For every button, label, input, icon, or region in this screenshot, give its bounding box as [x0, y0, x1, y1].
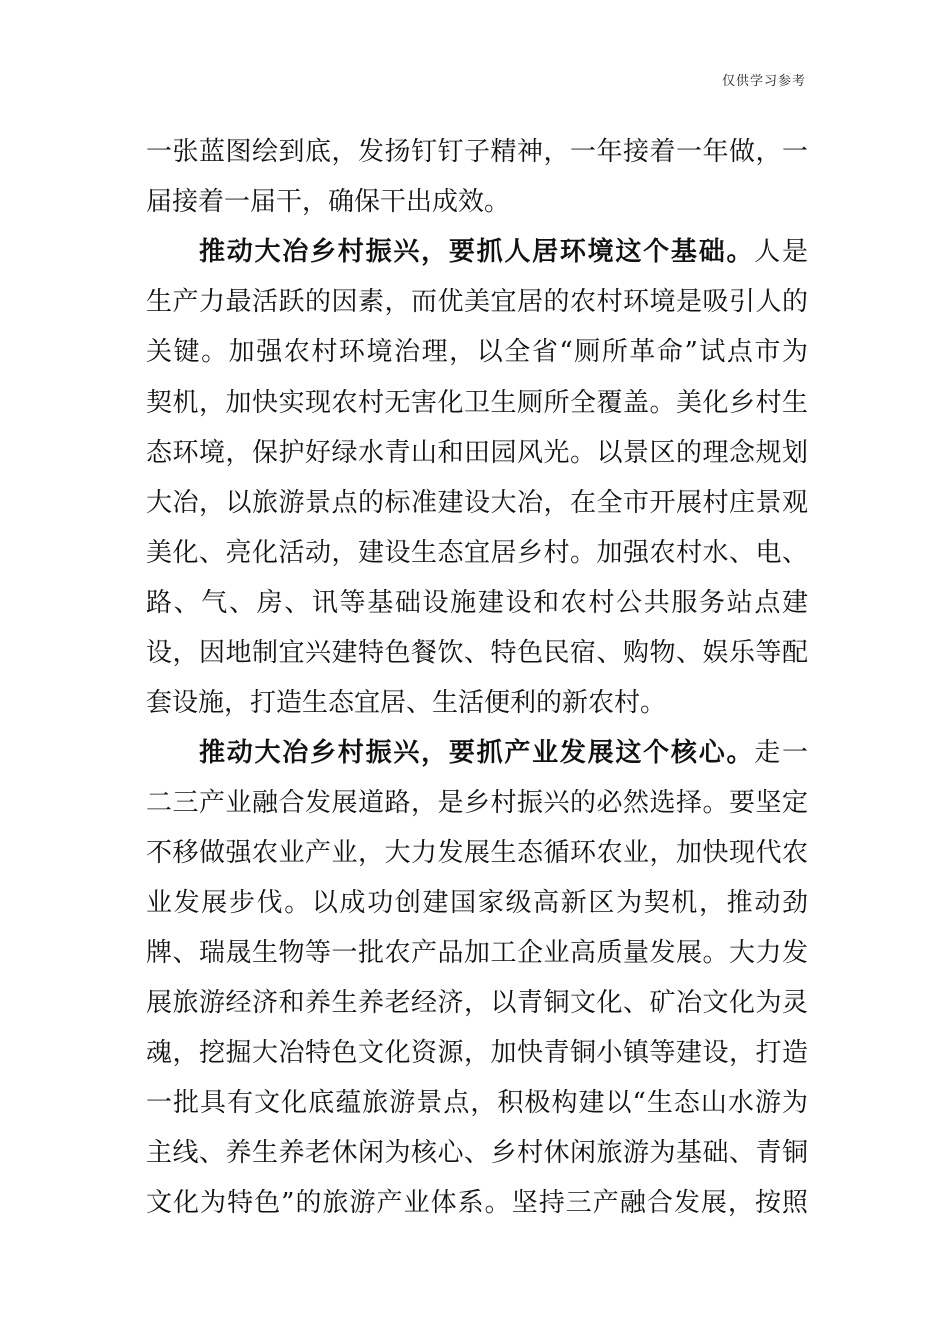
text-line: 路、气、房、讯等基础设施建设和农村公共服务站点建	[146, 588, 808, 618]
lead-tail-text: 走一	[754, 738, 808, 768]
text-line-lead	[146, 236, 808, 268]
text-line: 二三产业融合发展道路，是乡村振兴的必然选择。要坚定	[146, 788, 808, 818]
text-line: 生产力最活跃的因素，而优美宜居的农村环境是吸引人的	[146, 287, 808, 317]
text-line: 套设施，打造生态宜居、生活便利的新农村。	[146, 688, 667, 718]
text-line: 业发展步伐。以成功创建国家级高新区为契机，推动劲	[146, 888, 808, 918]
text-line: 关键。加强农村环境治理，以全省“厕所革命”试点市为	[146, 337, 808, 367]
text-line: 展旅游经济和养生养老经济，以青铜文化、矿冶文化为灵	[146, 988, 808, 1018]
text-line: 美化、亮化活动，建设生态宜居乡村。加强农村水、电、	[146, 538, 808, 568]
text-line: 态环境，保护好绿水青山和田园风光。以景区的理念规划	[146, 438, 808, 468]
text-line: 大冶，以旅游景点的标准建设大冶，在全市开展村庄景观	[146, 488, 808, 518]
text-line: 牌、瑞晟生物等一批农产品加工企业高质量发展。大力发	[146, 938, 808, 968]
text-line: 不移做强农业产业，大力发展生态循环农业，加快现代农	[146, 838, 808, 868]
text-line: 届接着一届干，确保干出成效。	[146, 187, 511, 217]
text-line: 主线、养生养老休闲为核心、乡村休闲旅游为基础、青铜	[146, 1138, 808, 1168]
bold-lead-sentence: 推动大冶乡村振兴，要抓产业发展这个核心。	[199, 738, 755, 768]
lead-tail-text: 人是	[754, 237, 808, 267]
text-line: 魂，挖掘大冶特色文化资源，加快青铜小镇等建设，打造	[146, 1038, 808, 1068]
text-line-lead	[146, 737, 808, 769]
bold-lead-sentence: 推动大冶乡村振兴，要抓人居环境这个基础。	[199, 237, 755, 267]
text-line: 文化为特色”的旅游产业体系。坚持三产融合发展，按照	[146, 1188, 808, 1218]
text-line: 设，因地制宜兴建特色餐饮、特色民宿、购物、娱乐等配	[146, 638, 808, 668]
text-line: 契机，加快实现农村无害化卫生厕所全覆盖。美化乡村生	[146, 388, 808, 418]
text-line: 一批具有文化底蕴旅游景点，积极构建以“生态山水游为	[146, 1088, 808, 1118]
text-line: 一张蓝图绘到底，发扬钉钉子精神，一年接着一年做，一	[146, 137, 808, 167]
page-header-note: 仅供学习参考	[721, 74, 806, 89]
